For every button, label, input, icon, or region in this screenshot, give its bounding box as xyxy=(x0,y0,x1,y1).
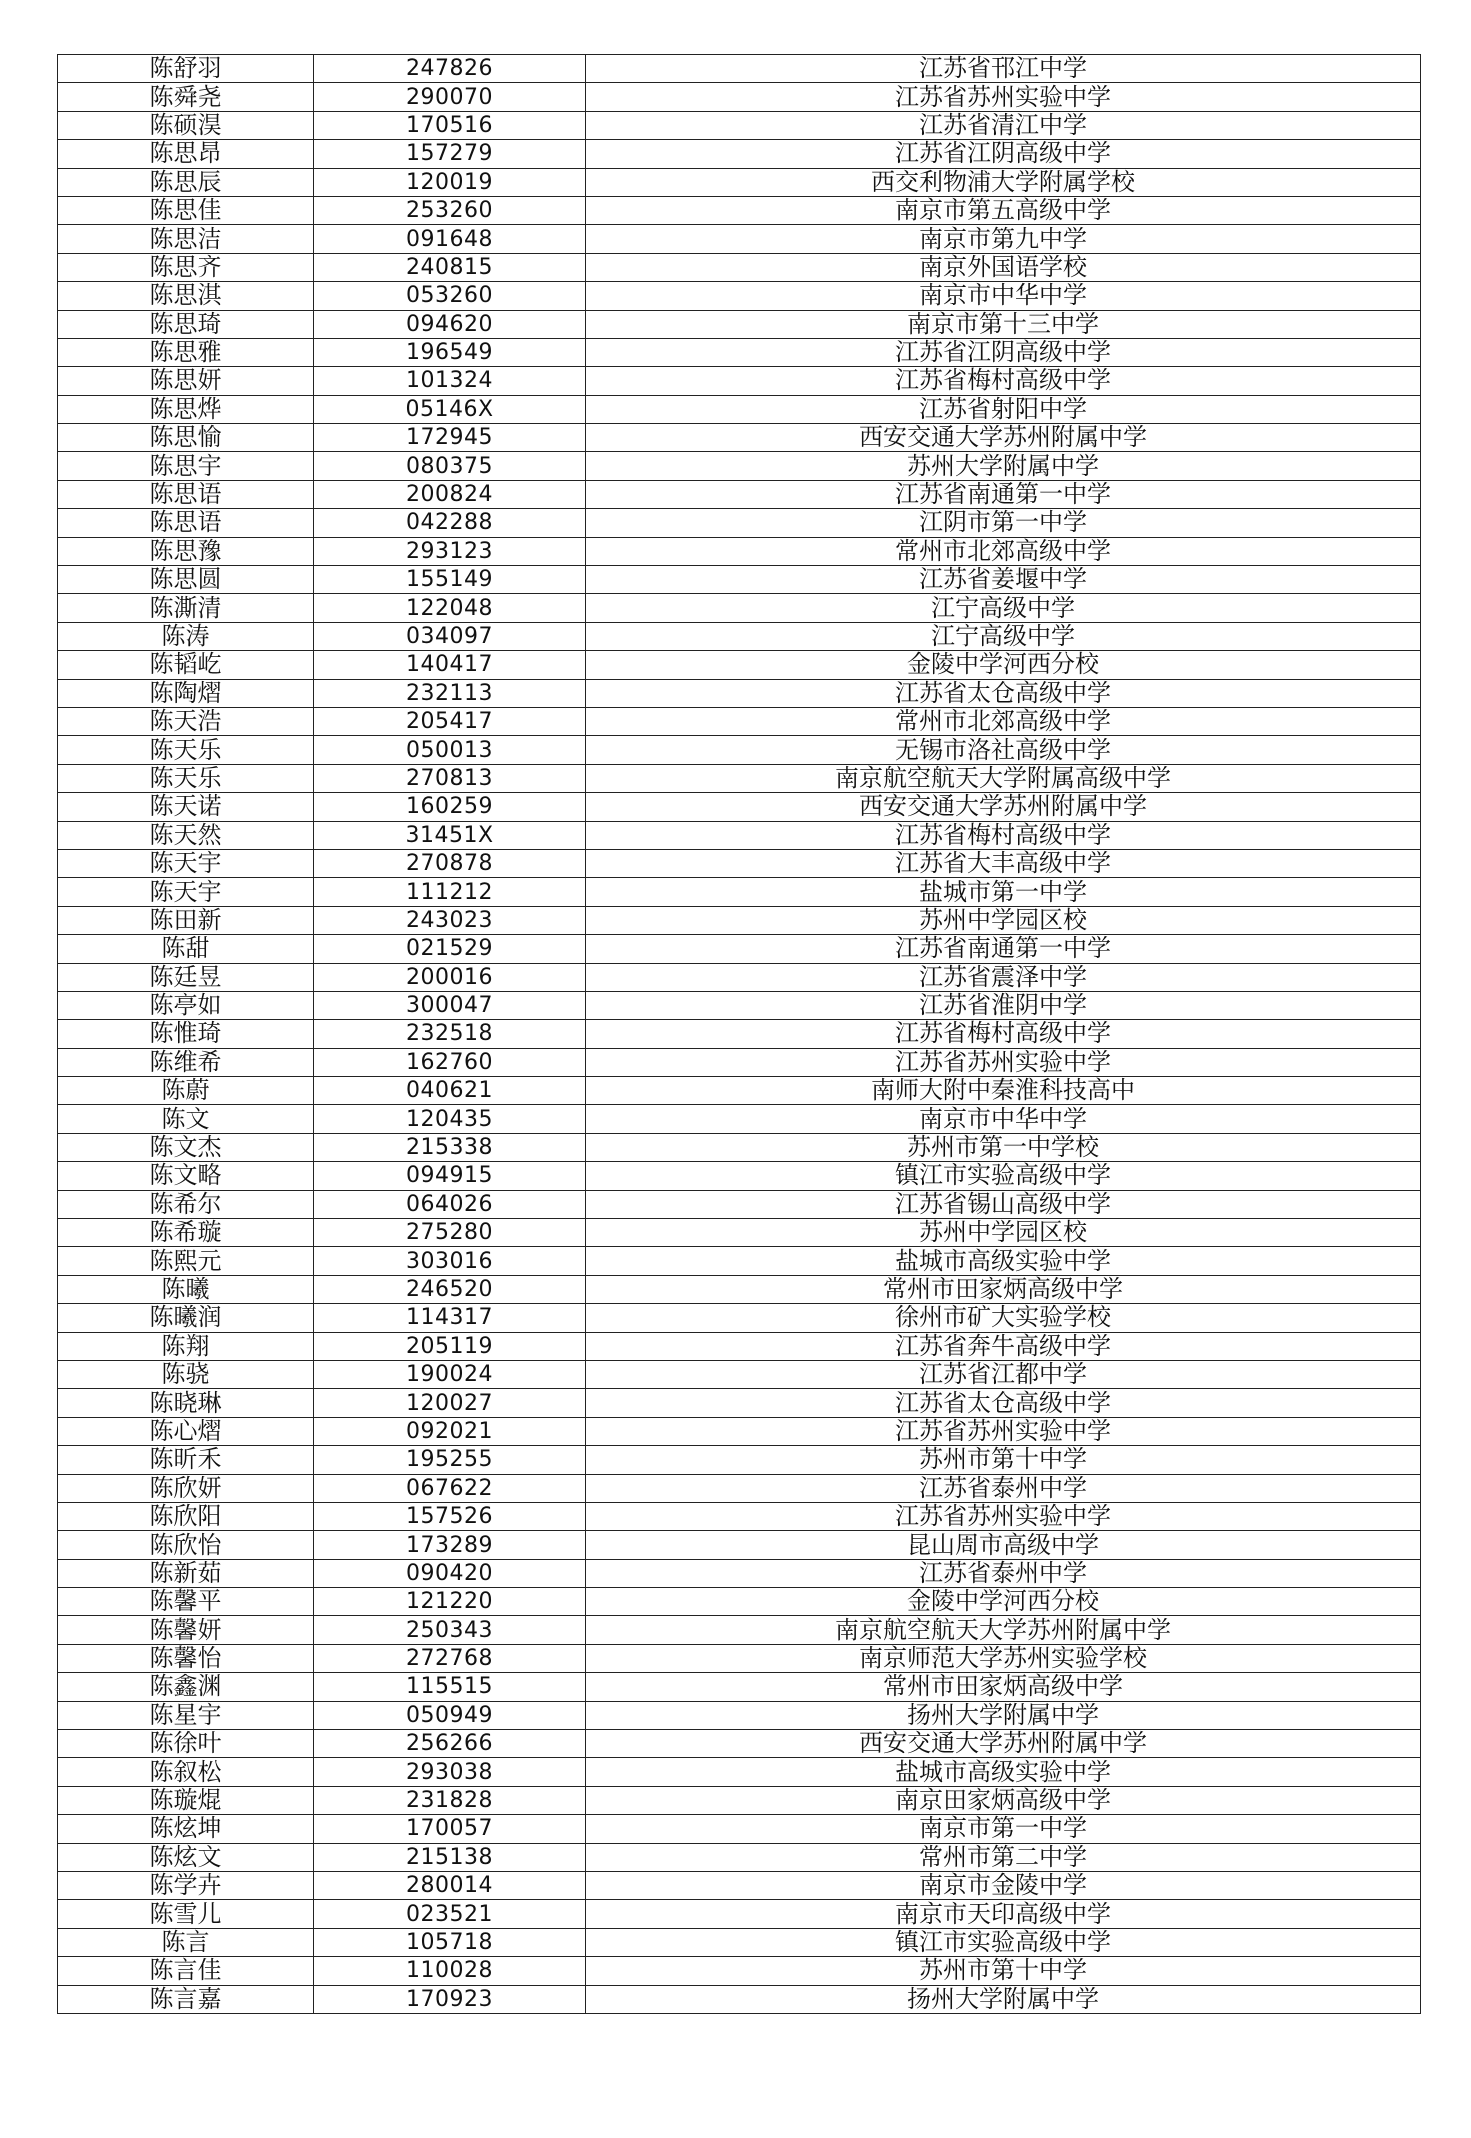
school-name-cell: 苏州中学园区校 xyxy=(586,906,1421,934)
table-row xyxy=(58,1701,1421,1729)
student-id-cell: 120019 xyxy=(314,168,586,196)
school-name-cell: 江阴市第一中学 xyxy=(586,509,1421,537)
student-name-cell: 陈思豫 xyxy=(58,537,314,565)
table-row xyxy=(58,1048,1421,1076)
student-id-cell: 172945 xyxy=(314,424,586,452)
school-name-cell: 南京市第五高级中学 xyxy=(586,196,1421,224)
student-id-cell: 05146X xyxy=(314,395,586,423)
school-name-cell: 江苏省梅村高级中学 xyxy=(586,1020,1421,1048)
student-name-cell: 陈昕禾 xyxy=(58,1446,314,1474)
student-id-cell: 157526 xyxy=(314,1502,586,1530)
table-row xyxy=(58,1304,1421,1332)
student-id-cell: 275280 xyxy=(314,1219,586,1247)
student-id-cell: 021529 xyxy=(314,935,586,963)
student-name-cell: 陈炫坤 xyxy=(58,1815,314,1843)
student-id-cell: 034097 xyxy=(314,622,586,650)
table-row xyxy=(58,395,1421,423)
school-name-cell: 常州市北郊高级中学 xyxy=(586,537,1421,565)
table-row xyxy=(58,140,1421,168)
school-name-cell: 南京市第一中学 xyxy=(586,1815,1421,1843)
table-row xyxy=(58,1559,1421,1587)
student-name-cell: 陈思琦 xyxy=(58,310,314,338)
school-name-cell: 苏州大学附属中学 xyxy=(586,452,1421,480)
student-id-cell: 256266 xyxy=(314,1730,586,1758)
student-id-cell: 250343 xyxy=(314,1616,586,1644)
school-name-cell: 苏州市第十中学 xyxy=(586,1446,1421,1474)
student-id-cell: 243023 xyxy=(314,906,586,934)
table-row xyxy=(58,1219,1421,1247)
table-row xyxy=(58,1730,1421,1758)
student-name-cell: 陈徐叶 xyxy=(58,1730,314,1758)
student-name-cell: 陈天宇 xyxy=(58,849,314,877)
student-id-cell: 173289 xyxy=(314,1531,586,1559)
table-row xyxy=(58,1020,1421,1048)
student-name-cell: 陈思烨 xyxy=(58,395,314,423)
student-id-cell: 064026 xyxy=(314,1190,586,1218)
student-name-cell: 陈思佳 xyxy=(58,196,314,224)
student-id-cell: 31451X xyxy=(314,821,586,849)
student-id-cell: 160259 xyxy=(314,793,586,821)
student-name-cell: 陈叙松 xyxy=(58,1758,314,1786)
student-name-cell: 陈思语 xyxy=(58,480,314,508)
table-row xyxy=(58,651,1421,679)
table-row xyxy=(58,991,1421,1019)
student-id-cell: 121220 xyxy=(314,1588,586,1616)
student-name-cell: 陈希璇 xyxy=(58,1219,314,1247)
table-row xyxy=(58,679,1421,707)
student-name-cell: 陈韬屹 xyxy=(58,651,314,679)
table-row xyxy=(58,1644,1421,1672)
student-id-cell: 190024 xyxy=(314,1360,586,1388)
student-id-cell: 200824 xyxy=(314,480,586,508)
school-name-cell: 江苏省苏州实验中学 xyxy=(586,1048,1421,1076)
student-name-cell: 陈陶熠 xyxy=(58,679,314,707)
table-row xyxy=(58,1843,1421,1871)
student-name-cell: 陈涛 xyxy=(58,622,314,650)
school-name-cell: 江苏省南通第一中学 xyxy=(586,480,1421,508)
school-name-cell: 江苏省奔牛高级中学 xyxy=(586,1332,1421,1360)
table-row xyxy=(58,594,1421,622)
table-row xyxy=(58,1417,1421,1445)
student-id-cell: 280014 xyxy=(314,1872,586,1900)
student-name-cell: 陈思语 xyxy=(58,509,314,537)
student-id-cell: 215138 xyxy=(314,1843,586,1871)
student-name-cell: 陈蔚 xyxy=(58,1077,314,1105)
table-row xyxy=(58,935,1421,963)
student-name-cell: 陈天乐 xyxy=(58,736,314,764)
school-name-cell: 江苏省泰州中学 xyxy=(586,1474,1421,1502)
student-name-cell: 陈亭如 xyxy=(58,991,314,1019)
school-name-cell: 盐城市高级实验中学 xyxy=(586,1247,1421,1275)
student-id-cell: 110028 xyxy=(314,1957,586,1985)
table-row xyxy=(58,1389,1421,1417)
student-name-cell: 陈言 xyxy=(58,1928,314,1956)
school-name-cell: 常州市北郊高级中学 xyxy=(586,707,1421,735)
school-name-cell: 江苏省淮阴中学 xyxy=(586,991,1421,1019)
table-row xyxy=(58,1872,1421,1900)
student-name-cell: 陈维希 xyxy=(58,1048,314,1076)
student-name-cell: 陈曦 xyxy=(58,1275,314,1303)
school-name-cell: 西安交通大学苏州附属中学 xyxy=(586,793,1421,821)
school-name-cell: 南京外国语学校 xyxy=(586,253,1421,281)
table-row xyxy=(58,310,1421,338)
student-name-cell: 陈璇焜 xyxy=(58,1786,314,1814)
student-id-cell: 170057 xyxy=(314,1815,586,1843)
student-name-cell: 陈惟琦 xyxy=(58,1020,314,1048)
school-name-cell: 苏州中学园区校 xyxy=(586,1219,1421,1247)
school-name-cell: 江苏省苏州实验中学 xyxy=(586,1417,1421,1445)
student-id-cell: 094915 xyxy=(314,1162,586,1190)
school-name-cell: 南京田家炳高级中学 xyxy=(586,1786,1421,1814)
student-name-cell: 陈天然 xyxy=(58,821,314,849)
student-name-cell: 陈天乐 xyxy=(58,764,314,792)
student-id-cell: 196549 xyxy=(314,338,586,366)
school-name-cell: 江宁高级中学 xyxy=(586,622,1421,650)
table-row xyxy=(58,1957,1421,1985)
student-name-cell: 陈硕淏 xyxy=(58,111,314,139)
table-row xyxy=(58,793,1421,821)
student-id-cell: 232518 xyxy=(314,1020,586,1048)
student-id-cell: 303016 xyxy=(314,1247,586,1275)
table-row xyxy=(58,338,1421,366)
table-row xyxy=(58,566,1421,594)
student-name-cell: 陈心熠 xyxy=(58,1417,314,1445)
student-name-cell: 陈曦润 xyxy=(58,1304,314,1332)
school-name-cell: 苏州市第一中学校 xyxy=(586,1133,1421,1161)
table-row xyxy=(58,282,1421,310)
table-row xyxy=(58,1502,1421,1530)
student-table-body xyxy=(58,55,1421,2014)
student-name-cell: 陈天宇 xyxy=(58,878,314,906)
student-name-cell: 陈馨平 xyxy=(58,1588,314,1616)
school-name-cell: 江苏省梅村高级中学 xyxy=(586,821,1421,849)
student-id-cell: 290070 xyxy=(314,83,586,111)
table-row xyxy=(58,1928,1421,1956)
student-name-cell: 陈思昂 xyxy=(58,140,314,168)
student-id-cell: 270878 xyxy=(314,849,586,877)
student-name-cell: 陈馨怡 xyxy=(58,1644,314,1672)
student-id-cell: 246520 xyxy=(314,1275,586,1303)
student-name-cell: 陈炫文 xyxy=(58,1843,314,1871)
table-row xyxy=(58,1985,1421,2013)
student-name-cell: 陈鑫渊 xyxy=(58,1673,314,1701)
student-id-cell: 094620 xyxy=(314,310,586,338)
student-id-cell: 205417 xyxy=(314,707,586,735)
school-name-cell: 扬州大学附属中学 xyxy=(586,1701,1421,1729)
school-name-cell: 江苏省江都中学 xyxy=(586,1360,1421,1388)
student-name-cell: 陈星宇 xyxy=(58,1701,314,1729)
student-name-cell: 陈欣怡 xyxy=(58,1531,314,1559)
student-name-cell: 陈天诺 xyxy=(58,793,314,821)
student-id-cell: 272768 xyxy=(314,1644,586,1672)
student-name-cell: 陈熙元 xyxy=(58,1247,314,1275)
student-name-cell: 陈文杰 xyxy=(58,1133,314,1161)
table-row xyxy=(58,1673,1421,1701)
student-id-cell: 270813 xyxy=(314,764,586,792)
school-name-cell: 镇江市实验高级中学 xyxy=(586,1162,1421,1190)
school-name-cell: 南京市中华中学 xyxy=(586,282,1421,310)
student-id-cell: 080375 xyxy=(314,452,586,480)
table-row xyxy=(58,1588,1421,1616)
school-name-cell: 扬州大学附属中学 xyxy=(586,1985,1421,2013)
school-name-cell: 江苏省大丰高级中学 xyxy=(586,849,1421,877)
school-name-cell: 盐城市第一中学 xyxy=(586,878,1421,906)
student-id-cell: 170923 xyxy=(314,1985,586,2013)
table-row xyxy=(58,1077,1421,1105)
table-row xyxy=(58,196,1421,224)
school-name-cell: 江宁高级中学 xyxy=(586,594,1421,622)
school-name-cell: 江苏省射阳中学 xyxy=(586,395,1421,423)
student-name-cell: 陈思圆 xyxy=(58,566,314,594)
student-name-cell: 陈思妍 xyxy=(58,367,314,395)
school-name-cell: 江苏省姜堰中学 xyxy=(586,566,1421,594)
school-name-cell: 江苏省太仓高级中学 xyxy=(586,679,1421,707)
student-id-cell: 205119 xyxy=(314,1332,586,1360)
school-name-cell: 常州市田家炳高级中学 xyxy=(586,1275,1421,1303)
student-id-cell: 111212 xyxy=(314,878,586,906)
student-id-cell: 120435 xyxy=(314,1105,586,1133)
student-name-cell: 陈文 xyxy=(58,1105,314,1133)
student-name-cell: 陈舒羽 xyxy=(58,55,314,83)
student-id-cell: 122048 xyxy=(314,594,586,622)
table-row xyxy=(58,1531,1421,1559)
school-name-cell: 江苏省锡山高级中学 xyxy=(586,1190,1421,1218)
table-row xyxy=(58,1900,1421,1928)
student-name-cell: 陈欣阳 xyxy=(58,1502,314,1530)
school-name-cell: 江苏省泰州中学 xyxy=(586,1559,1421,1587)
student-name-cell: 陈言嘉 xyxy=(58,1985,314,2013)
student-name-cell: 陈思淇 xyxy=(58,282,314,310)
student-id-cell: 067622 xyxy=(314,1474,586,1502)
student-name-cell: 陈晓琳 xyxy=(58,1389,314,1417)
student-id-cell: 101324 xyxy=(314,367,586,395)
student-name-cell: 陈言佳 xyxy=(58,1957,314,1985)
table-row xyxy=(58,253,1421,281)
student-id-cell: 215338 xyxy=(314,1133,586,1161)
school-name-cell: 南京航空航天大学苏州附属中学 xyxy=(586,1616,1421,1644)
school-name-cell: 江苏省苏州实验中学 xyxy=(586,1502,1421,1530)
school-name-cell: 江苏省震泽中学 xyxy=(586,963,1421,991)
table-row xyxy=(58,1446,1421,1474)
student-id-cell: 050013 xyxy=(314,736,586,764)
school-name-cell: 南京市第十三中学 xyxy=(586,310,1421,338)
table-row xyxy=(58,367,1421,395)
school-name-cell: 金陵中学河西分校 xyxy=(586,1588,1421,1616)
student-id-cell: 162760 xyxy=(314,1048,586,1076)
school-name-cell: 无锡市洛社高级中学 xyxy=(586,736,1421,764)
table-row xyxy=(58,424,1421,452)
student-id-cell: 200016 xyxy=(314,963,586,991)
student-name-cell: 陈文略 xyxy=(58,1162,314,1190)
table-row xyxy=(58,537,1421,565)
student-name-cell: 陈廷昱 xyxy=(58,963,314,991)
student-id-cell: 092021 xyxy=(314,1417,586,1445)
student-id-cell: 231828 xyxy=(314,1786,586,1814)
school-name-cell: 南师大附中秦淮科技高中 xyxy=(586,1077,1421,1105)
student-name-cell: 陈思雅 xyxy=(58,338,314,366)
school-name-cell: 常州市田家炳高级中学 xyxy=(586,1673,1421,1701)
student-id-cell: 293038 xyxy=(314,1758,586,1786)
table-row xyxy=(58,821,1421,849)
table-row xyxy=(58,1105,1421,1133)
student-id-cell: 140417 xyxy=(314,651,586,679)
table-row xyxy=(58,736,1421,764)
student-name-cell: 陈思愉 xyxy=(58,424,314,452)
school-name-cell: 江苏省南通第一中学 xyxy=(586,935,1421,963)
table-row xyxy=(58,83,1421,111)
table-row xyxy=(58,906,1421,934)
student-name-cell: 陈思齐 xyxy=(58,253,314,281)
student-name-cell: 陈思洁 xyxy=(58,225,314,253)
student-id-cell: 247826 xyxy=(314,55,586,83)
school-name-cell: 江苏省太仓高级中学 xyxy=(586,1389,1421,1417)
student-name-cell: 陈雪儿 xyxy=(58,1900,314,1928)
school-name-cell: 南京市第九中学 xyxy=(586,225,1421,253)
student-name-cell: 陈欣妍 xyxy=(58,1474,314,1502)
student-name-cell: 陈希尔 xyxy=(58,1190,314,1218)
student-id-cell: 091648 xyxy=(314,225,586,253)
student-id-cell: 195255 xyxy=(314,1446,586,1474)
school-name-cell: 南京市金陵中学 xyxy=(586,1872,1421,1900)
student-name-cell: 陈田新 xyxy=(58,906,314,934)
student-name-cell: 陈思辰 xyxy=(58,168,314,196)
student-name-cell: 陈舜尧 xyxy=(58,83,314,111)
table-row xyxy=(58,1190,1421,1218)
student-id-cell: 120027 xyxy=(314,1389,586,1417)
student-name-cell: 陈馨妍 xyxy=(58,1616,314,1644)
school-name-cell: 徐州市矿大实验学校 xyxy=(586,1304,1421,1332)
table-row xyxy=(58,225,1421,253)
student-id-cell: 293123 xyxy=(314,537,586,565)
student-name-cell: 陈学卉 xyxy=(58,1872,314,1900)
table-row xyxy=(58,707,1421,735)
school-name-cell: 西安交通大学苏州附属中学 xyxy=(586,1730,1421,1758)
student-id-cell: 090420 xyxy=(314,1559,586,1587)
school-name-cell: 南京市中华中学 xyxy=(586,1105,1421,1133)
student-name-cell: 陈澌清 xyxy=(58,594,314,622)
student-id-cell: 115515 xyxy=(314,1673,586,1701)
table-row xyxy=(58,963,1421,991)
student-name-cell: 陈骁 xyxy=(58,1360,314,1388)
student-id-cell: 155149 xyxy=(314,566,586,594)
student-id-cell: 105718 xyxy=(314,1928,586,1956)
student-id-cell: 042288 xyxy=(314,509,586,537)
table-row xyxy=(58,452,1421,480)
table-row xyxy=(58,1275,1421,1303)
student-name-cell: 陈思宇 xyxy=(58,452,314,480)
table-row xyxy=(58,168,1421,196)
student-id-cell: 232113 xyxy=(314,679,586,707)
school-name-cell: 江苏省梅村高级中学 xyxy=(586,367,1421,395)
school-name-cell: 江苏省苏州实验中学 xyxy=(586,83,1421,111)
table-row xyxy=(58,55,1421,83)
table-row xyxy=(58,878,1421,906)
student-name-cell: 陈翔 xyxy=(58,1332,314,1360)
table-row xyxy=(58,1758,1421,1786)
table-row xyxy=(58,1133,1421,1161)
student-id-cell: 300047 xyxy=(314,991,586,1019)
table-row xyxy=(58,509,1421,537)
table-row xyxy=(58,622,1421,650)
student-id-cell: 170516 xyxy=(314,111,586,139)
table-row xyxy=(58,1786,1421,1814)
student-id-cell: 114317 xyxy=(314,1304,586,1332)
student-table xyxy=(57,54,1421,2014)
table-row xyxy=(58,764,1421,792)
table-row xyxy=(58,1162,1421,1190)
student-id-cell: 253260 xyxy=(314,196,586,224)
student-id-cell: 050949 xyxy=(314,1701,586,1729)
school-name-cell: 南京航空航天大学附属高级中学 xyxy=(586,764,1421,792)
school-name-cell: 盐城市高级实验中学 xyxy=(586,1758,1421,1786)
student-id-cell: 023521 xyxy=(314,1900,586,1928)
school-name-cell: 西交利物浦大学附属学校 xyxy=(586,168,1421,196)
table-row xyxy=(58,1616,1421,1644)
table-row xyxy=(58,1474,1421,1502)
school-name-cell: 镇江市实验高级中学 xyxy=(586,1928,1421,1956)
school-name-cell: 常州市第二中学 xyxy=(586,1843,1421,1871)
school-name-cell: 西安交通大学苏州附属中学 xyxy=(586,424,1421,452)
student-name-cell: 陈新茹 xyxy=(58,1559,314,1587)
school-name-cell: 江苏省邗江中学 xyxy=(586,55,1421,83)
student-id-cell: 240815 xyxy=(314,253,586,281)
school-name-cell: 江苏省江阴高级中学 xyxy=(586,338,1421,366)
school-name-cell: 南京市天印高级中学 xyxy=(586,1900,1421,1928)
student-name-cell: 陈天浩 xyxy=(58,707,314,735)
student-id-cell: 040621 xyxy=(314,1077,586,1105)
student-id-cell: 157279 xyxy=(314,140,586,168)
table-row xyxy=(58,1332,1421,1360)
table-row xyxy=(58,1247,1421,1275)
school-name-cell: 南京师范大学苏州实验学校 xyxy=(586,1644,1421,1672)
table-row xyxy=(58,1360,1421,1388)
student-name-cell: 陈甜 xyxy=(58,935,314,963)
table-row xyxy=(58,480,1421,508)
school-name-cell: 江苏省清江中学 xyxy=(586,111,1421,139)
school-name-cell: 金陵中学河西分校 xyxy=(586,651,1421,679)
school-name-cell: 昆山周市高级中学 xyxy=(586,1531,1421,1559)
table-row xyxy=(58,849,1421,877)
table-row xyxy=(58,111,1421,139)
school-name-cell: 苏州市第十中学 xyxy=(586,1957,1421,1985)
school-name-cell: 江苏省江阴高级中学 xyxy=(586,140,1421,168)
table-row xyxy=(58,1815,1421,1843)
student-id-cell: 053260 xyxy=(314,282,586,310)
